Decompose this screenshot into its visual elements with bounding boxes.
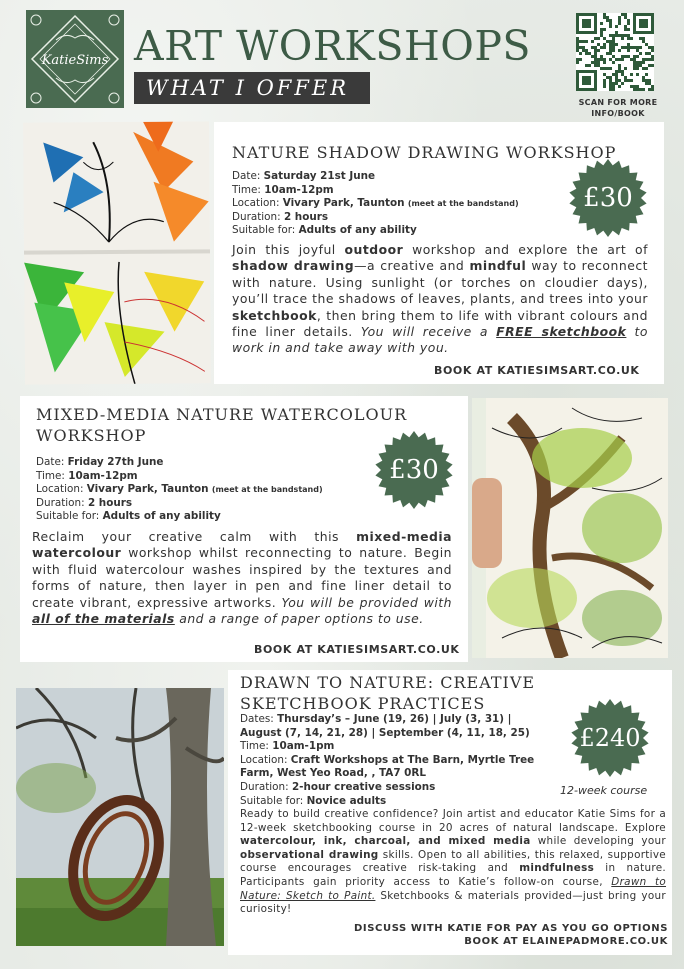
- workshop3-duration: 2-hour creative sessions: [291, 780, 436, 793]
- workshop3-book-link[interactable]: BOOK AT ELAINEPADMORE.CO.UK: [464, 936, 668, 947]
- workshop2-details: Date: Friday 27th June Time: 10am-12pm Location: Vivary Park, Taunton (meet at the bandstand) Duration: 2 hours Suitable for: Adults of any ability: [36, 456, 323, 523]
- workshop1-price-badge: [568, 158, 648, 238]
- workshop1-date: Saturday 21st June: [263, 170, 376, 182]
- workshop2-book-link[interactable]: BOOK AT KATIESIMSART.CO.UK: [254, 643, 460, 656]
- sculpture-tree-photo: [16, 688, 224, 946]
- workshop2-location: Vivary Park, Taunton: [86, 483, 209, 496]
- workshop2-price: £30: [389, 455, 439, 485]
- workshop1-title: NATURE SHADOW DRAWING WORKSHOP: [232, 143, 617, 162]
- workshop2-price-badge: [374, 430, 454, 510]
- workshop3-location: Craft Workshops at The Barn, Myrtle Tree Farm, West Yeo Road, , TA7 0RL: [240, 753, 535, 780]
- page-title: ART WORKSHOPS: [134, 22, 532, 70]
- workshop1-price: £30: [583, 183, 633, 213]
- workshop2-description: Reclaim your creative calm with this mixed-media watercolour workshop whilst reconnecting to nature. Begin with fluid watercolour washes inspired by the textures and forms of nature, then layer in pen and fine liner detail to create vibrant, expressive artworks. You will be provided with all of the materials and a range of paper options to use.: [32, 529, 452, 627]
- workshop3-title: DRAWN TO NATURE: CREATIVE SKETCHBOOK PRACTICES: [240, 673, 536, 713]
- workshop1-book-link[interactable]: BOOK AT KATIESIMSART.CO.UK: [434, 364, 640, 377]
- shadow-drawing-sketchbook-photo: [23, 121, 211, 384]
- page-subtitle: WHAT I OFFER: [134, 72, 370, 104]
- workshop3-price: £240: [579, 724, 641, 752]
- workshop2-title: MIXED-MEDIA NATURE WATERCOLOUR WORKSHOP: [36, 405, 408, 445]
- workshop3-price-badge: [570, 698, 650, 778]
- workshop3-time: 10am-1pm: [272, 740, 335, 753]
- qr-caption: SCAN FOR MORE INFO/BOOK: [578, 98, 658, 118]
- workshop1-details: Date: Saturday 21st June Time: 10am-12pm Location: Vivary Park, Taunton (meet at the bandstand) Duration: 2 hours Suitable for: Adults of any ability: [232, 170, 519, 237]
- workshop3-dates: Thursday’s – June (19, 26) | July (3, 31) | August (7, 14, 21, 28) | September (4, 11, 18, 25): [240, 713, 530, 739]
- workshop1-time: 10am-12pm: [264, 183, 334, 196]
- watercolour-tree-sketchbook-photo: [472, 398, 668, 658]
- workshop2-time: 10am-12pm: [68, 469, 138, 482]
- workshop2-date: Friday 27th June: [67, 456, 164, 468]
- workshop1-duration: 2 hours: [283, 210, 329, 223]
- workshop3-description: Ready to build creative confidence? Join artist and educator Katie Sims for a 12-week sketchbooking course in 20 acres of natural landscape. Explore watercolour, ink, charcoal, and mixed media while developing your observational drawing skills. Open to all abilities, this relaxed, supportive course encourages creative risk-taking and mindfulness in nature. Participants gain priority access to Katie’s follow-on course, Drawn to Nature: Sketch to Paint. Sketchbooks & materials provided—just bring your curiosity!: [240, 808, 667, 916]
- workshop2-suitable: Adults of any ability: [102, 510, 221, 523]
- workshop3-payg-note: DISCUSS WITH KATIE FOR PAY AS YOU GO OPTIONS: [354, 923, 668, 934]
- workshop3-booking-info: [354, 922, 668, 948]
- workshop1-location: Vivary Park, Taunton: [282, 197, 405, 210]
- workshop2-duration: 2 hours: [87, 496, 133, 509]
- workshop3-suitable: Novice adults: [306, 794, 387, 807]
- workshop1-description: Join this joyful outdoor workshop and explore the art of shadow drawing—a creative and mindful way to reconnect with nature. Using sunlight (or torches on cloudier days), you’ll trace the shadows of leaves, plants, and trees into your sketchbook, then bring them to life with vibrant colours and fine liner details. You will receive a FREE sketchbook to work in and take away with you.: [232, 242, 648, 356]
- katie-sims-logo: [26, 10, 124, 108]
- workshop1-suitable: Adults of any ability: [298, 224, 417, 237]
- qr-code[interactable]: [576, 12, 654, 92]
- workshop3-course-length: 12-week course: [560, 784, 648, 797]
- workshop3-details: Dates: Thursday’s – June (19, 26) | July (3, 31) | August (7, 14, 21, 28) | September (4, 11, 18, 25) Time: 10am-1pm Location: Craft Workshops at The Barn, Myrtle Tree Farm, West Yeo Road, , TA7 0RL Duration: 2-hour creative sessions Suitable for: Novice adults: [240, 713, 535, 807]
- logo-text: KatieSims: [41, 53, 109, 68]
